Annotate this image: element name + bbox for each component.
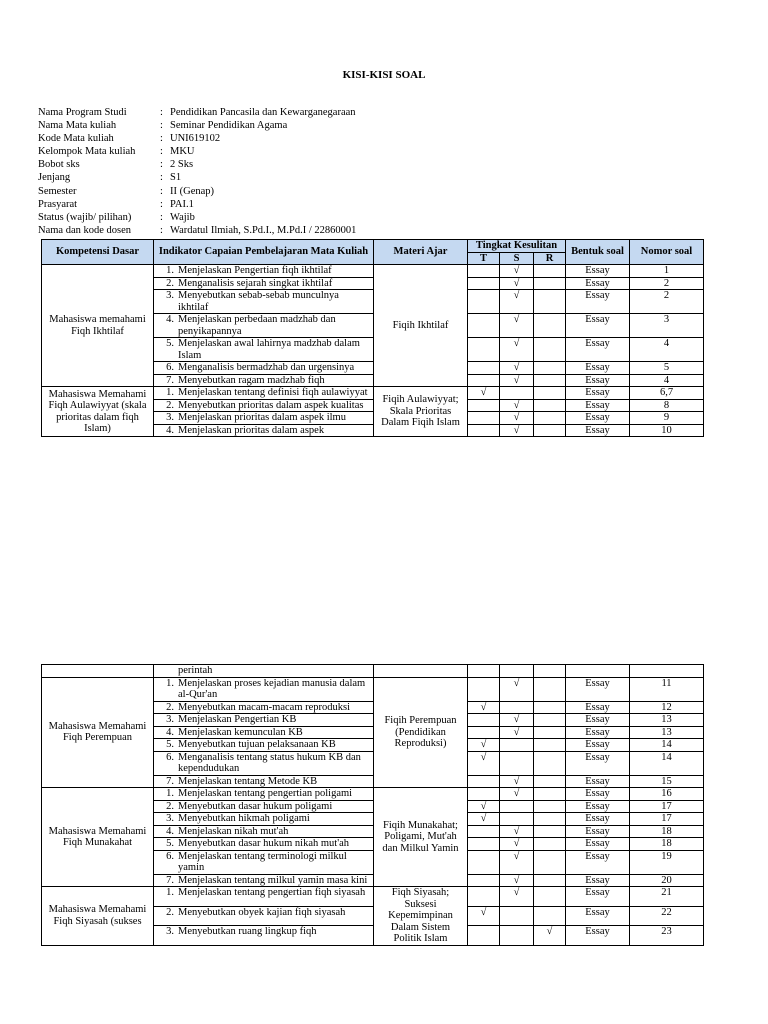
tingkat-r-cell (534, 265, 566, 278)
nomor-cell: 13 (630, 714, 704, 727)
tingkat-t-cell (468, 850, 500, 874)
bentuk-cell: Essay (566, 265, 630, 278)
indikator-cell: 3. Menyebutkan sebab-sebab munculnya ikhtilaf (154, 290, 374, 314)
nomor-cell: 2 (630, 277, 704, 290)
tingkat-r-cell (534, 813, 566, 826)
table-row (42, 265, 704, 278)
bentuk-cell: Essay (566, 701, 630, 714)
tingkat-t-cell (468, 424, 500, 437)
grid-table-page1 (41, 239, 704, 437)
tingkat-r-cell (534, 412, 566, 425)
grid-table-page2 (41, 664, 704, 946)
indikator-cell: 7. Menjelaskan tentang Metode KB (154, 775, 374, 788)
tingkat-s-cell (500, 906, 534, 926)
kompetensi-cell: Mahasiswa Memahami Fiqh Siyasah (sukses (42, 887, 154, 946)
indikator-cell: 6. Menjelaskan tentang terminologi milkul yamin (154, 850, 374, 874)
tingkat-s-cell: √ (500, 277, 534, 290)
indikator-cell: 2. Menyebutkan dasar hukum poligami (154, 800, 374, 813)
tingkat-s-cell: √ (500, 314, 534, 338)
kompetensi-cell: Mahasiswa Memahami Fiqh Perempuan (42, 677, 154, 788)
kompetensi-cell: Mahasiswa Memahami Fiqh Aulawiyyat (skala prioritas dalam fiqh Islam) (42, 387, 154, 437)
info-label: Bobot sks (38, 159, 80, 171)
bentuk-cell: Essay (566, 788, 630, 801)
tingkat-t-cell: √ (468, 701, 500, 714)
info-row: Kelompok Mata kuliah : MKU (38, 146, 195, 158)
tingkat-t-cell (468, 887, 500, 907)
indikator-cell: 1. Menjelaskan tentang pengertian poligami (154, 788, 374, 801)
tingkat-t-cell (468, 677, 500, 701)
indikator-cell: 3. Menjelaskan Pengertian KB (154, 714, 374, 727)
info-value: Wajib (170, 211, 195, 223)
tingkat-t-cell (468, 825, 500, 838)
info-value: 2 Sks (170, 159, 194, 171)
indikator-cell: 3. Menyebutkan ruang lingkup fiqh (154, 926, 374, 946)
indikator-cell: 1. Menjelaskan tentang pengertian fiqh siyasah (154, 887, 374, 907)
tingkat-r-cell (534, 825, 566, 838)
header-t: T (468, 252, 500, 265)
table-row (42, 665, 704, 678)
nomor-cell: 5 (630, 362, 704, 375)
info-label: Semester (38, 185, 77, 197)
tingkat-s-cell: √ (500, 825, 534, 838)
bentuk-cell: Essay (566, 813, 630, 826)
info-row: Nama dan kode dosen : Wardatul Ilmiah, S.Pd.I., M.Pd.I / 22860001 (38, 224, 357, 236)
tingkat-s-cell: √ (500, 424, 534, 437)
indikator-cell: 4. Menjelaskan kemunculan KB (154, 726, 374, 739)
bentuk-cell: Essay (566, 362, 630, 375)
tingkat-t-cell (468, 338, 500, 362)
table-row (42, 788, 704, 801)
info-label: Status (wajib/ pilihan) (38, 211, 132, 223)
nomor-cell: 22 (630, 906, 704, 926)
info-row: Nama Program Studi : Pendidikan Pancasila dan Kewarganegaraan (38, 107, 356, 118)
indikator-cell: 5. Menyebutkan dasar hukum nikah mut'ah (154, 838, 374, 851)
tingkat-r-cell (534, 850, 566, 874)
nomor-cell: 9 (630, 412, 704, 425)
header-r: R (534, 252, 566, 265)
tingkat-r-cell (534, 314, 566, 338)
materi-cell: Fiqih Ikhtilaf (374, 265, 468, 387)
materi-cell: Fiqih Aulawiyyat; Skala Prioritas Dalam Fiqih Islam (374, 387, 468, 437)
tingkat-r-cell (534, 677, 566, 701)
info-value: Seminar Pendidikan Agama (170, 120, 288, 132)
nomor-cell: 6,7 (630, 387, 704, 400)
nomor-cell: 16 (630, 788, 704, 801)
bentuk-cell: Essay (566, 714, 630, 727)
tingkat-r-cell (534, 387, 566, 400)
nomor-cell: 1 (630, 265, 704, 278)
bentuk-cell: Essay (566, 387, 630, 400)
tingkat-s-cell: √ (500, 399, 534, 412)
nomor-cell: 17 (630, 800, 704, 813)
tingkat-r-cell (534, 399, 566, 412)
bentuk-cell: Essay (566, 338, 630, 362)
info-label: Jenjang (38, 172, 71, 184)
tingkat-s-cell: √ (500, 726, 534, 739)
tingkat-r-cell (534, 906, 566, 926)
kompetensi-cell: Mahasiswa memahami Fiqh Ikhtilaf (42, 265, 154, 387)
tingkat-r-cell (534, 838, 566, 851)
tingkat-s-cell: √ (500, 838, 534, 851)
tingkat-s-cell (500, 813, 534, 826)
nomor-cell: 23 (630, 926, 704, 946)
indikator-cell: 5. Menjelaskan awal lahirnya madzhab dalam Islam (154, 338, 374, 362)
bentuk-cell: Essay (566, 874, 630, 887)
tingkat-r-cell (534, 701, 566, 714)
tingkat-t-cell (468, 714, 500, 727)
tingkat-r-cell (534, 714, 566, 727)
tingkat-r-cell (534, 775, 566, 788)
tingkat-s-cell: √ (500, 775, 534, 788)
bentuk-cell: Essay (566, 399, 630, 412)
tingkat-s-cell: √ (500, 714, 534, 727)
info-label: Kode Mata kuliah (38, 133, 114, 145)
indikator-cell: 1. Menjelaskan Pengertian fiqh ikhtilaf (154, 265, 374, 278)
indikator-cell: 1. Menjelaskan proses kejadian manusia dalam al-Qur'an (154, 677, 374, 701)
materi-cell: Fiqih Perempuan (Pendidikan Reproduksi) (374, 677, 468, 788)
tingkat-t-cell (468, 290, 500, 314)
tingkat-r-cell (534, 739, 566, 752)
bentuk-cell: Essay (566, 677, 630, 701)
indikator-cell: 4. Menjelaskan perbedaan madzhab dan penyikapannya (154, 314, 374, 338)
nomor-cell: 18 (630, 838, 704, 851)
nomor-cell: 17 (630, 813, 704, 826)
tingkat-t-cell (468, 277, 500, 290)
indikator-cell: 5. Menyebutkan tujuan pelaksanaan KB (154, 739, 374, 752)
indikator-cell: 6. Menganalisis tentang status hukum KB dan kependudukan (154, 751, 374, 775)
tingkat-t-cell (468, 265, 500, 278)
info-value: UNI619102 (170, 133, 221, 145)
continued-text: perintah (154, 665, 374, 678)
course-info (38, 106, 356, 237)
tingkat-s-cell: √ (500, 412, 534, 425)
tingkat-s-cell (500, 926, 534, 946)
tingkat-s-cell: √ (500, 265, 534, 278)
tingkat-s-cell: √ (500, 338, 534, 362)
info-value: Wardatul Ilmiah, S.Pd.I., M.Pd.I / 22860001 (170, 224, 357, 236)
tingkat-t-cell (468, 775, 500, 788)
indikator-cell: 1. Menjelaskan tentang definisi fiqh aulawiyyat (154, 387, 374, 400)
tingkat-s-cell: √ (500, 850, 534, 874)
table-row (42, 677, 704, 701)
bentuk-cell: Essay (566, 751, 630, 775)
bentuk-cell: Essay (566, 277, 630, 290)
tingkat-s-cell (500, 387, 534, 400)
tingkat-r-cell (534, 362, 566, 375)
info-row: Prasyarat : PAI.1 (38, 198, 194, 210)
tingkat-t-cell (468, 314, 500, 338)
nomor-cell: 4 (630, 338, 704, 362)
tingkat-s-cell: √ (500, 290, 534, 314)
nomor-cell: 15 (630, 775, 704, 788)
info-row: Status (wajib/ pilihan) : Wajib (38, 211, 195, 223)
tingkat-r-cell (534, 726, 566, 739)
tingkat-t-cell (468, 374, 500, 387)
nomor-cell: 2 (630, 290, 704, 314)
tingkat-s-cell: √ (500, 887, 534, 907)
header-bentuk: Bentuk soal (566, 240, 630, 265)
tingkat-t-cell (468, 726, 500, 739)
nomor-cell: 19 (630, 850, 704, 874)
tingkat-r-cell (534, 277, 566, 290)
bentuk-cell: Essay (566, 314, 630, 338)
tingkat-r-cell (534, 788, 566, 801)
tingkat-s-cell (500, 800, 534, 813)
indikator-cell: 6. Menganalisis bermadzhab dan urgensinya (154, 362, 374, 375)
tingkat-s-cell: √ (500, 788, 534, 801)
nomor-cell: 21 (630, 887, 704, 907)
header-materi: Materi Ajar (374, 240, 468, 265)
nomor-cell: 12 (630, 701, 704, 714)
bentuk-cell: Essay (566, 887, 630, 907)
tingkat-s-cell: √ (500, 362, 534, 375)
info-row: Nama Mata kuliah : Seminar Pendidikan Agama (38, 120, 288, 132)
nomor-cell: 4 (630, 374, 704, 387)
bentuk-cell: Essay (566, 424, 630, 437)
info-value: MKU (170, 146, 195, 158)
info-value: PAI.1 (170, 198, 194, 210)
materi-cell: Fiqih Munakahat; Poligami, Mut'ah dan Milkul Yamin (374, 788, 468, 887)
tingkat-s-cell (500, 701, 534, 714)
tingkat-r-cell (534, 338, 566, 362)
tingkat-s-cell: √ (500, 874, 534, 887)
info-label: Nama dan kode dosen (38, 224, 132, 236)
table-row (42, 387, 704, 400)
info-label: Kelompok Mata kuliah (38, 146, 136, 158)
tingkat-t-cell (468, 926, 500, 946)
header-indikator: Indikator Capaian Pembelajaran Mata Kuliah (154, 240, 374, 265)
header-nomor: Nomor soal (630, 240, 704, 265)
indikator-cell: 7. Menjelaskan tentang milkul yamin masa kini (154, 874, 374, 887)
nomor-cell: 20 (630, 874, 704, 887)
bentuk-cell: Essay (566, 838, 630, 851)
tingkat-r-cell (534, 751, 566, 775)
tingkat-s-cell (500, 739, 534, 752)
info-row: Semester : II (Genap) (38, 185, 215, 197)
table-row (42, 887, 704, 907)
tingkat-t-cell: √ (468, 800, 500, 813)
indikator-cell: 4. Menjelaskan prioritas dalam aspek (154, 424, 374, 437)
bentuk-cell: Essay (566, 739, 630, 752)
tingkat-s-cell: √ (500, 374, 534, 387)
info-row: Jenjang : S1 (38, 172, 182, 184)
tingkat-r-cell: √ (534, 926, 566, 946)
tingkat-t-cell: √ (468, 906, 500, 926)
bentuk-cell: Essay (566, 906, 630, 926)
info-label: Nama Mata kuliah (38, 120, 117, 132)
info-label: Nama Program Studi (38, 107, 127, 118)
tingkat-r-cell (534, 800, 566, 813)
tingkat-r-cell (534, 290, 566, 314)
tingkat-t-cell (468, 399, 500, 412)
tingkat-t-cell: √ (468, 751, 500, 775)
tingkat-s-cell (500, 751, 534, 775)
info-value: II (Genap) (170, 185, 215, 197)
tingkat-t-cell (468, 838, 500, 851)
nomor-cell: 13 (630, 726, 704, 739)
bentuk-cell: Essay (566, 825, 630, 838)
header-tingkat: Tingkat Kesulitan (468, 240, 566, 253)
tingkat-r-cell (534, 424, 566, 437)
tingkat-r-cell (534, 874, 566, 887)
nomor-cell: 14 (630, 739, 704, 752)
nomor-cell: 11 (630, 677, 704, 701)
indikator-cell: 3. Menjelaskan prioritas dalam aspek ilmu (154, 412, 374, 425)
info-label: Prasyarat (38, 198, 78, 210)
indikator-cell: 2. Menyebutkan prioritas dalam aspek kualitas (154, 399, 374, 412)
tingkat-r-cell (534, 887, 566, 907)
indikator-cell: 2. Menganalisis sejarah singkat ikhtilaf (154, 277, 374, 290)
nomor-cell: 18 (630, 825, 704, 838)
bentuk-cell: Essay (566, 775, 630, 788)
tingkat-t-cell (468, 412, 500, 425)
info-value: Pendidikan Pancasila dan Kewarganegaraan (170, 107, 356, 118)
tingkat-s-cell: √ (500, 677, 534, 701)
nomor-cell: 3 (630, 314, 704, 338)
tingkat-t-cell: √ (468, 387, 500, 400)
info-row: Bobot sks : 2 Sks (38, 159, 194, 171)
bentuk-cell: Essay (566, 374, 630, 387)
indikator-cell: 3. Menyebutkan hikmah poligami (154, 813, 374, 826)
bentuk-cell: Essay (566, 290, 630, 314)
info-value: S1 (170, 172, 182, 184)
tingkat-t-cell: √ (468, 739, 500, 752)
tingkat-t-cell (468, 362, 500, 375)
header-kompetensi: Kompetensi Dasar (42, 240, 154, 265)
kompetensi-cell: Mahasiswa Memahami Fiqh Munakahat (42, 788, 154, 887)
indikator-cell: 4. Menjelaskan nikah mut'ah (154, 825, 374, 838)
info-row: Kode Mata kuliah : UNI619102 (38, 133, 221, 145)
tingkat-r-cell (534, 374, 566, 387)
bentuk-cell: Essay (566, 726, 630, 739)
tingkat-t-cell (468, 874, 500, 887)
nomor-cell: 14 (630, 751, 704, 775)
page-title: KISI-KISI SOAL (342, 69, 426, 81)
bentuk-cell: Essay (566, 926, 630, 946)
indikator-cell: 2. Menyebutkan macam-macam reproduksi (154, 701, 374, 714)
indikator-cell: 7. Menyebutkan ragam madzhab fiqh (154, 374, 374, 387)
nomor-cell: 10 (630, 424, 704, 437)
bentuk-cell: Essay (566, 800, 630, 813)
bentuk-cell: Essay (566, 412, 630, 425)
bentuk-cell: Essay (566, 850, 630, 874)
materi-cell: Fiqh Siyasah; Suksesi Kepemimpinan Dalam Sistem Politik Islam (374, 887, 468, 946)
tingkat-t-cell: √ (468, 813, 500, 826)
tingkat-t-cell (468, 788, 500, 801)
indikator-cell: 2. Menyebutkan obyek kajian fiqh siyasah (154, 906, 374, 926)
nomor-cell: 8 (630, 399, 704, 412)
header-s: S (500, 252, 534, 265)
